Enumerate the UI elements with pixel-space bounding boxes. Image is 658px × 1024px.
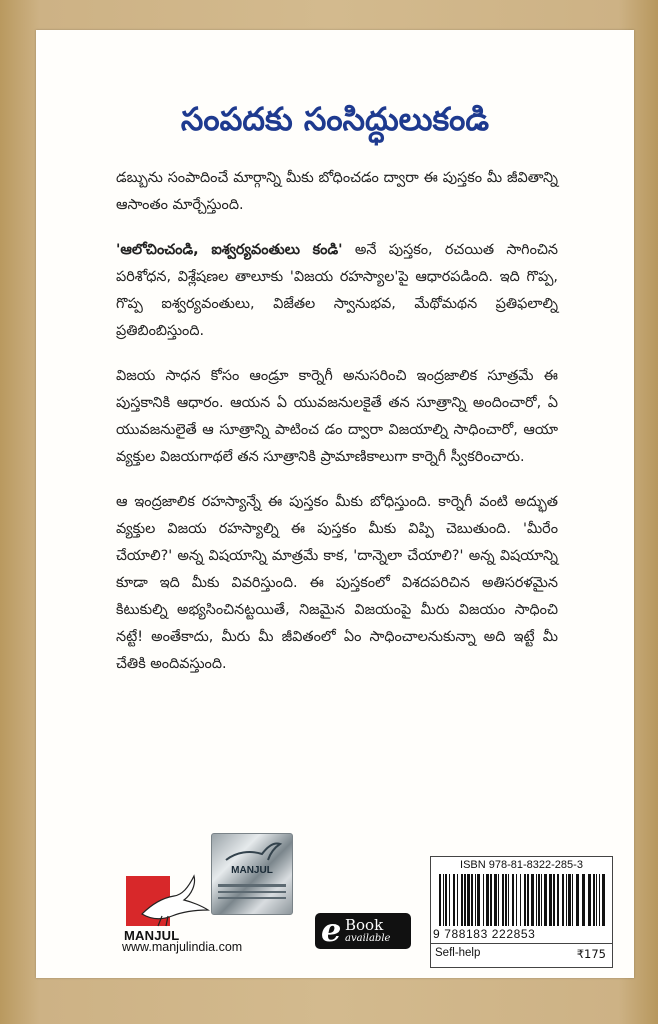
blurb-paragraph-4: ఆ ఇంద్రజాలిక రహస్యాన్నే ఈ పుస్తకం మీకు బోధిస్తుంది. కార్నెగీ వంటి అద్భుత వ్యక్తుల విజయ రహస్యాల్ని ఈ పుస్తకం మీకు విప్పి చెబుతుంది. 'మీరేం చేయాలి?' అన్న విషయాన్ని మాత్రమే కాక, 'దాన్నెలా చేయాలి?' అన్న విషయాన్ని కూడా ఇది మీకు వివరిస్తుంది. ఈ పుస్తకంలో విశదపరిచిన అతిసరళమైన కిటుకుల్ని అభ్యసించినట్టయితే, నిజమైన విజయంపై మీరు విజయం సాధించి నట్టే! అంతేకాదు, మీరు మీ జీవితంలో ఏం సాధించాలనుకున్నా అది ఇట్టే మీ చేతికి అందివస్తుంది. bbox=[116, 494, 558, 672]
isbn-box bbox=[430, 856, 613, 968]
publisher-website: www.manjulindia.com bbox=[122, 940, 243, 954]
blurb-paragraph-1: డబ్బును సంపాదించే మార్గాన్ని మీకు బోధించడం ద్వారా ఈ పుస్తకం మీ జీవితాన్ని ఆసాంతం మార్చేస్తుంది. bbox=[116, 170, 558, 213]
manjul-logo-label: MANJUL bbox=[124, 928, 180, 943]
manjul-logo-icon bbox=[122, 870, 212, 930]
barcode-number: 9 788183 222853 bbox=[433, 927, 536, 941]
blurb-paragraph-2 bbox=[116, 237, 558, 345]
seal-label: MANJUL bbox=[231, 865, 273, 876]
isbn-label: ISBN 978-81-8322-285-3 bbox=[460, 859, 583, 871]
blurb bbox=[116, 165, 558, 696]
ebook-available-badge bbox=[315, 913, 411, 949]
blurb-paragraph-3: విజయ సాధన కోసం ఆండ్రూ కార్నెగీ అనుసరించి ఇంద్రజాలిక సూత్రమే ఈ పుస్తకానికి ఆధారం. ఆయన ఏ యువజనులకైతే తన సూత్రాన్ని అందించారో, ఏ యువజనులైతే ఆ సూత్రాన్ని పాటించ డం ద్వారా విజయాల్ని సాధించారో, ఆయా వ్యక్తుల విజయగాథలే తన సూత్రానికి ప్రామాణికాలుగా కార్నెగీ స్వీకరించారు. bbox=[116, 368, 558, 465]
ebook-word: Book bbox=[345, 916, 384, 934]
back-cover-page bbox=[36, 30, 634, 978]
quoted-book-title: 'ఆలోచించండి, ఐశ్వర్యవంతులు కండి' bbox=[116, 242, 343, 258]
blurb-paragraph-2-text: అనే పుస్తకం, రచయిత సాగించిన పరిశోధన, విశ్లేషణల తాలూకు 'విజయ రహస్యాల'పై ఆధారపడింది. ఇది గొప్ప, గొప్ప ఐశ్వర్యవంతులు, విజేతల స్వానుభవ, మేథోమథన ప్రతిఫలాల్ని ప్రతిబింబిస్తుంది. bbox=[116, 242, 558, 339]
ebook-available-text: available bbox=[345, 933, 391, 944]
ebook-e-letter: e bbox=[321, 911, 342, 949]
publisher-hologram-seal bbox=[211, 833, 293, 915]
barcode-icon bbox=[437, 874, 605, 926]
book-price: ₹175 bbox=[576, 947, 606, 961]
book-title: సంపదకు సంసిద్ధులుకండి bbox=[180, 100, 490, 138]
book-category: Sefl-help bbox=[435, 947, 481, 959]
isbn-divider bbox=[431, 943, 612, 944]
